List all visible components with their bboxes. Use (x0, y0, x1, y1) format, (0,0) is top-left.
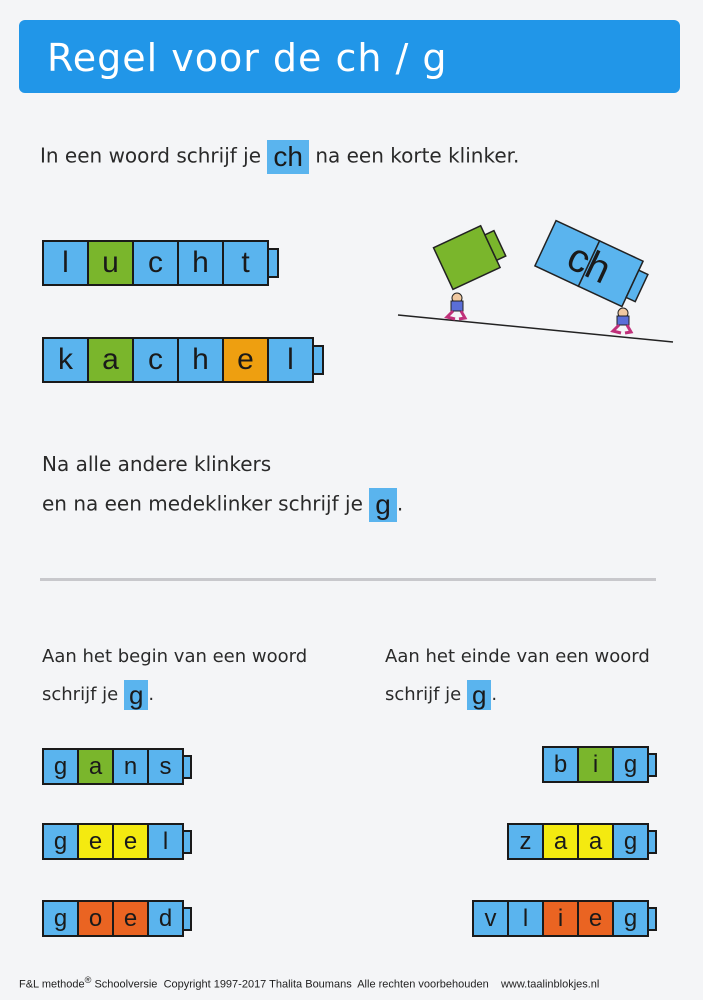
word-geel (42, 823, 192, 860)
left-rule-line1: Aan het begin van een woord (42, 646, 308, 667)
rule-g-highlight: g (369, 488, 397, 522)
letter-block: l (147, 823, 184, 860)
rule-ch-highlight: ch (267, 140, 309, 174)
rule-ch-after: na een korte klinker. (315, 143, 520, 168)
letter-block: a (87, 337, 134, 383)
letter-block: g (42, 823, 79, 860)
block-end-tab (649, 753, 657, 777)
letter-block: g (612, 823, 649, 860)
block-end-tab (184, 830, 192, 854)
left-rule-before: schrijf je (42, 684, 119, 705)
footer-copyright: Copyright 1997-2017 Thalita Boumans (163, 978, 352, 991)
block-end-tab (649, 907, 657, 931)
letter-block: g (612, 746, 649, 783)
letter-block: z (507, 823, 544, 860)
illustration-pushing-blocks (395, 215, 680, 350)
letter-block: n (112, 748, 149, 785)
rule-ch-before: In een woord schrijf je (40, 143, 262, 168)
letter-block: l (267, 337, 314, 383)
letter-block: g (42, 900, 79, 937)
rule-ch-line (40, 140, 519, 174)
letter-block: a (577, 823, 614, 860)
rule-consonant-before: en na een medeklinker schrijf je (42, 491, 363, 516)
letter-block: h (177, 337, 224, 383)
block-end-tab (184, 755, 192, 779)
section-divider (40, 578, 656, 581)
letter-block: t (222, 240, 269, 286)
block-end-tab (269, 248, 279, 278)
footer-website[interactable]: www.taalinblokjes.nl (500, 978, 600, 991)
block-end-tab (184, 907, 192, 931)
left-rule-highlight: g (124, 680, 148, 710)
left-rule-line2 (42, 680, 154, 710)
letter-block: l (42, 240, 89, 286)
word-zaag (507, 823, 657, 860)
right-rule-line1: Aan het einde van een woord (385, 646, 650, 667)
letter-block: a (77, 748, 114, 785)
letter-block: e (112, 900, 149, 937)
illustration-block-label: ch (560, 234, 618, 293)
footer-registered: ® (84, 975, 92, 985)
letter-block: b (542, 746, 579, 783)
footer-edition: Schoolversie (94, 978, 158, 991)
blue-ch-block-figure (535, 221, 652, 333)
footer (19, 975, 599, 991)
block-end-tab (649, 830, 657, 854)
word-gans (42, 748, 192, 785)
letter-block: i (542, 900, 579, 937)
right-rule-after: . (491, 684, 498, 705)
letter-block: s (147, 748, 184, 785)
letter-block: l (507, 900, 544, 937)
page-title: Regel voor de ch / g (47, 36, 448, 80)
right-rule-highlight: g (467, 680, 491, 710)
slope-line (398, 315, 673, 342)
letter-block: d (147, 900, 184, 937)
footer-brand: F&L methode (19, 978, 85, 991)
title-bar (19, 20, 680, 93)
letter-block: i (577, 746, 614, 783)
rule-consonant-line (42, 488, 403, 522)
letter-block: e (577, 900, 614, 937)
left-rule-after: . (148, 684, 155, 705)
word-lucht (42, 240, 279, 286)
letter-block: o (77, 900, 114, 937)
rule-consonant-after: . (396, 491, 404, 516)
letter-block: c (132, 240, 179, 286)
letter-block: c (132, 337, 179, 383)
letter-block: e (112, 823, 149, 860)
word-goed (42, 900, 192, 937)
letter-block: v (472, 900, 509, 937)
letter-block: g (612, 900, 649, 937)
letter-block: h (177, 240, 224, 286)
footer-rights: Alle rechten voorbehouden (357, 978, 489, 991)
word-big (542, 746, 657, 783)
rule-other-vowels: Na alle andere klinkers (42, 452, 272, 476)
letter-block: a (542, 823, 579, 860)
green-block-figure (434, 222, 510, 319)
letter-block: u (87, 240, 134, 286)
letter-block: e (77, 823, 114, 860)
word-vlieg (472, 900, 657, 937)
block-end-tab (314, 345, 324, 375)
word-kachel (42, 337, 324, 383)
right-rule-before: schrijf je (385, 684, 462, 705)
right-rule-line2 (385, 680, 497, 710)
letter-block: g (42, 748, 79, 785)
letter-block: k (42, 337, 89, 383)
letter-block: e (222, 337, 269, 383)
